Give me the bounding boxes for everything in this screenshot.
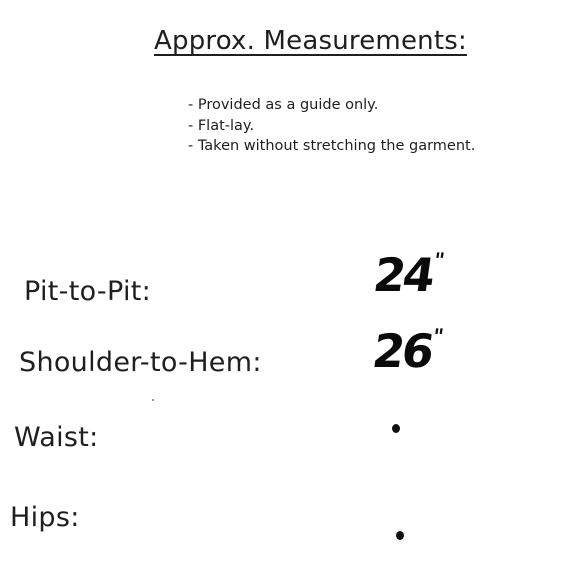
value-shoulder-to-hem	[369, 324, 445, 378]
value-hips-dot	[396, 531, 404, 540]
value-waist-dot	[392, 424, 400, 433]
value-number: 26	[369, 324, 435, 378]
label-shoulder-to-hem: Shoulder-to-Hem:	[19, 347, 262, 378]
note-item: - Taken without stretching the garment.	[188, 136, 475, 157]
label-hips: Hips:	[10, 502, 80, 533]
value-pit-to-pit	[370, 248, 446, 302]
note-item: - Provided as a guide only.	[188, 95, 475, 116]
inch-mark: "	[431, 324, 446, 348]
notes-list	[188, 95, 475, 157]
value-number: 24	[370, 248, 436, 302]
page-title: Approx. Measurements:	[154, 26, 467, 56]
note-item: - Flat-lay.	[188, 116, 475, 137]
label-pit-to-pit: Pit-to-Pit:	[24, 276, 152, 307]
inch-mark: "	[432, 248, 447, 272]
label-waist: Waist:	[14, 422, 99, 453]
paper-speck	[152, 399, 154, 401]
